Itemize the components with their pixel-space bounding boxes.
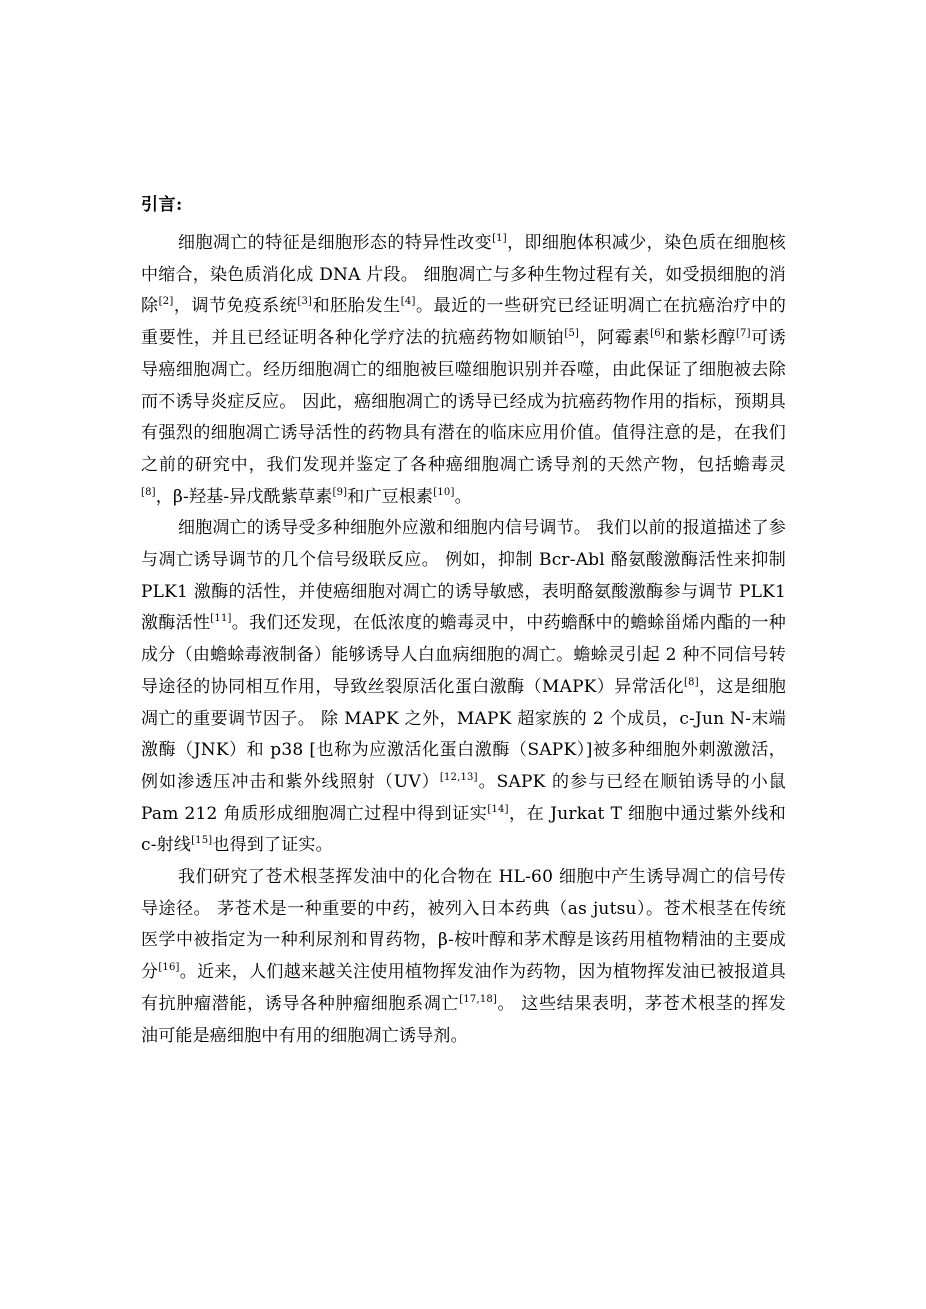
citation-ref: [7] xyxy=(735,328,751,340)
citation-ref: [8] xyxy=(141,486,156,498)
citation-ref: [9] xyxy=(332,486,348,498)
citation-ref: [5] xyxy=(564,328,580,340)
text-run: 。 xyxy=(454,486,472,507)
citation-ref: [11] xyxy=(210,613,232,625)
text-run: 。近来，人们越来越关注使用植物挥发油作为药物，因为植物挥发油已被报道具有抗肿瘤潜能，诱导各种肿瘤细胞系凋亡 xyxy=(141,962,786,1014)
text-run: 细胞凋亡的诱导受多种细胞外应激和细胞内信号调节。 我们以前的报道描述了参与凋亡诱导调节的几个信号级联反应。 例如，抑制 Bcr-Abl 酪氨酸激酶活性来抑制 PLK1 激酶的活性，并使癌细胞对凋亡的诱导敏感，表明酪氨酸激酶参与调节 PLK1 激酶活性 xyxy=(141,518,786,634)
text-run: 和胚胎发生 xyxy=(312,296,401,317)
text-run: ，在 Jurkat T 细胞中通过紫外线和 c-射线 xyxy=(141,803,786,856)
text-run: ，β-羟基-异戊酰紫草素 xyxy=(155,486,333,507)
citation-ref: [8] xyxy=(684,676,699,688)
text-run: 和紫杉醇 xyxy=(664,328,736,349)
paragraph-3 xyxy=(141,862,786,1052)
text-run: ，即细胞体积减少，染色质在细胞核中缩合，染色质消化成 DNA 片段。 细胞凋亡与多种生物过程有关，如受损细胞的消除 xyxy=(141,233,786,317)
text-run: ，这是细胞凋亡的重要调节因子。 除 MAPK 之外，MAPK 超家族的 2 个成员，c-Jun N-末端激酶（JNK）和 p38 [也称为应激活化蛋白激酶（SAPK）]被多种细胞外刺激激活，例如渗透压冲击和紫外线照射（UV） xyxy=(141,676,786,792)
section-heading: 引言: xyxy=(141,195,183,215)
citation-ref: [6] xyxy=(650,328,665,340)
text-run: 可诱导癌细胞凋亡。经历细胞凋亡的细胞被巨噬细胞识别并吞噬，由此保证了细胞被去除而不诱导炎症反应。 因此，癌细胞凋亡的诱导已经成为抗癌药物作用的指标，预期具有强烈的细胞凋亡诱导活性的药物具有潜在的临床应用价值。值得注意的是，在我们之前的研究中，我们发现并鉴定了各种癌细胞凋亡诱导剂的天然产物，包括蟾毒灵 xyxy=(141,328,786,475)
text-run: ，调节免疫系统 xyxy=(173,296,298,317)
text-run: 。SAPK 的参与已经在顺铂诱导的小鼠 Pam 212 角质形成细胞凋亡过程中得到证实 xyxy=(141,771,786,824)
text-run: 我们研究了苍术根茎挥发油中的化合物在 HL-60 细胞中产生诱导凋亡的信号传导途径。 茅苍术是一种重要的中药，被列入日本药典（as jutsu）。苍术根茎在传统医学中被指定为一种利尿剂和胃药物，β-桉叶醇和茅术醇是该药用植物精油的主要成分 xyxy=(141,867,786,983)
citation-ref: [16] xyxy=(158,962,180,974)
text-run: 和广豆根素 xyxy=(347,486,434,507)
paragraph-2 xyxy=(141,513,786,862)
citation-ref: [15] xyxy=(191,835,213,847)
citation-ref: [14] xyxy=(487,803,509,815)
citation-ref: [17,18] xyxy=(459,993,498,1005)
citation-ref: [4] xyxy=(400,296,416,308)
paragraph-1 xyxy=(141,228,786,513)
citation-ref: [12,13] xyxy=(439,771,478,783)
citation-ref: [2] xyxy=(158,296,174,308)
citation-ref: [3] xyxy=(297,296,313,308)
body-text xyxy=(141,228,786,1052)
text-run: 细胞凋亡的特征是细胞形态的特异性改变 xyxy=(178,233,493,253)
text-run: ，阿霉素 xyxy=(579,328,651,349)
citation-ref: [10] xyxy=(433,486,455,498)
text-run: 。我们还发现，在低浓度的蟾毒灵中，中药蟾酥中的蟾蜍甾烯内酯的一种成分（由蟾蜍毒液制备）能够诱导人白血病细胞的凋亡。蟾蜍灵引起 2 种不同信号转导途径的协同相互作用，导致丝裂原活化蛋白激酶（MAPK）异常活化 xyxy=(141,613,786,697)
text-run: 也得到了证实。 xyxy=(212,835,333,856)
text-run: 。最近的一些研究已经证明凋亡在抗癌治疗中的重要性，并且已经证明各种化学疗法的抗癌药物如顺铂 xyxy=(141,296,787,349)
citation-ref: [1] xyxy=(492,233,507,244)
text-run: 。 这些结果表明，茅苍术根茎的挥发油可能是癌细胞中有用的细胞凋亡诱导剂。 xyxy=(141,993,786,1046)
